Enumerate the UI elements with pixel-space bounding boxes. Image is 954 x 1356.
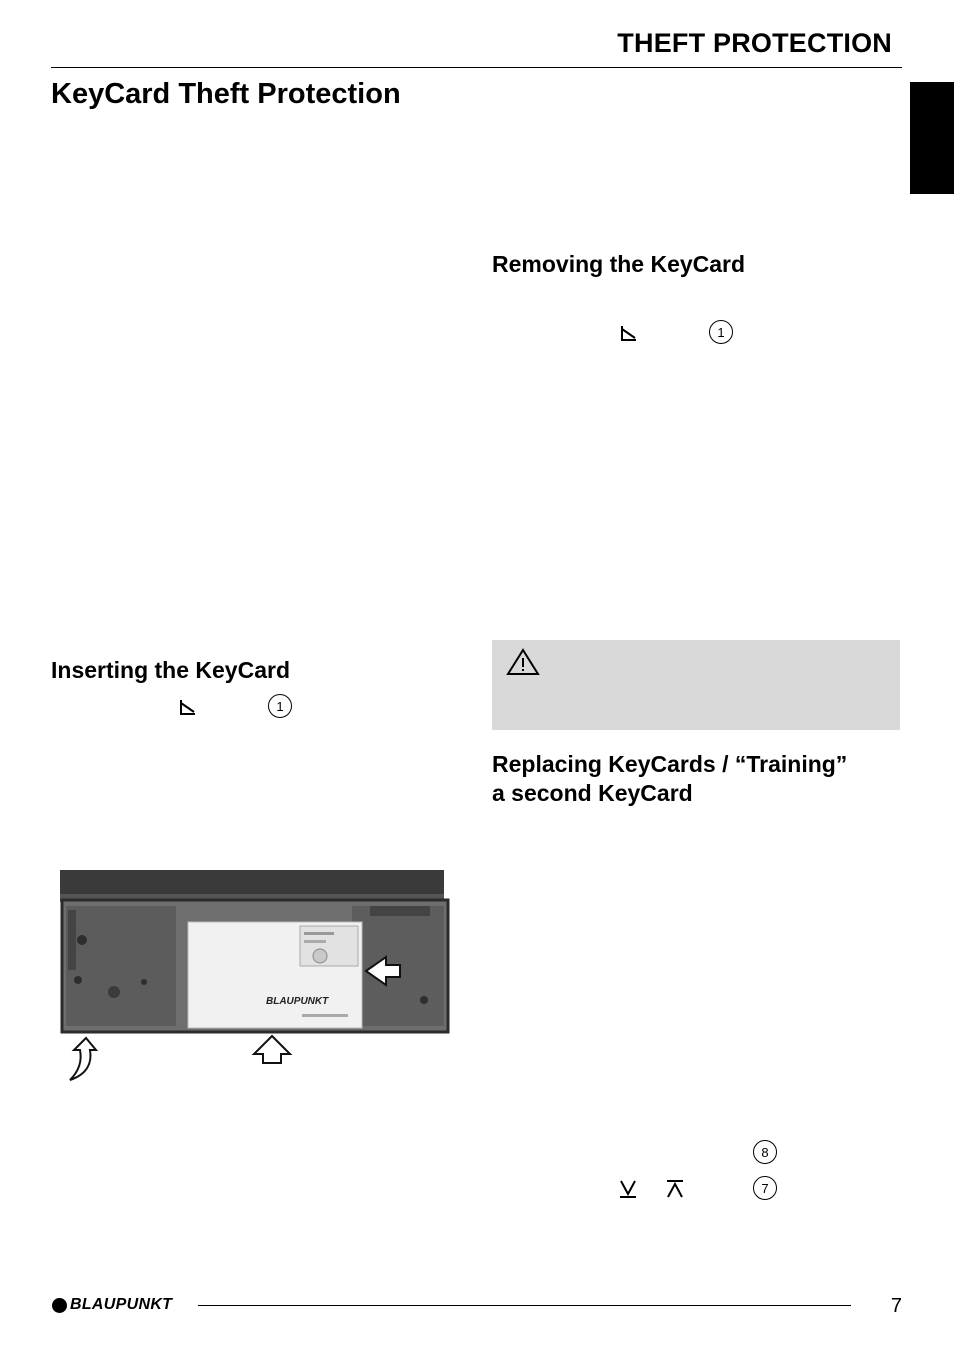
ref-circle-7: 7	[753, 1176, 777, 1200]
ref-circle-1: 1	[709, 320, 733, 344]
warning-box	[492, 640, 900, 730]
removing-heading: Removing the KeyCard	[492, 251, 746, 277]
down-arrow-icon	[618, 1179, 638, 1199]
eject-icon	[179, 699, 196, 716]
section-header: THEFT PROTECTION	[617, 28, 892, 58]
inserting-heading: Inserting the KeyCard	[51, 657, 290, 683]
ref-circle-1: 1	[268, 694, 292, 718]
replacing-heading	[492, 750, 847, 808]
replacing-heading-line1: Replacing KeyCards / “Training”	[492, 751, 848, 777]
logo-dot-icon	[52, 1298, 67, 1313]
blaupunkt-logo	[52, 1296, 172, 1314]
logo-text: BLAUPUNKT	[70, 1296, 173, 1313]
page-title: KeyCard Theft Protection	[51, 78, 401, 110]
footer-rule	[198, 1305, 851, 1306]
header-rule	[51, 67, 902, 68]
up-arrow-icon	[665, 1179, 685, 1199]
page-number: 7	[890, 1295, 902, 1317]
keycard-insertion-photo	[52, 870, 452, 1090]
warning-triangle-icon	[506, 648, 540, 676]
eject-icon	[620, 325, 637, 342]
replacing-heading-line2: a second KeyCard	[492, 780, 693, 806]
card-brand-text: BLAUPUNKT	[266, 996, 329, 1007]
ref-circle-8: 8	[753, 1140, 777, 1164]
language-tab	[910, 82, 954, 194]
